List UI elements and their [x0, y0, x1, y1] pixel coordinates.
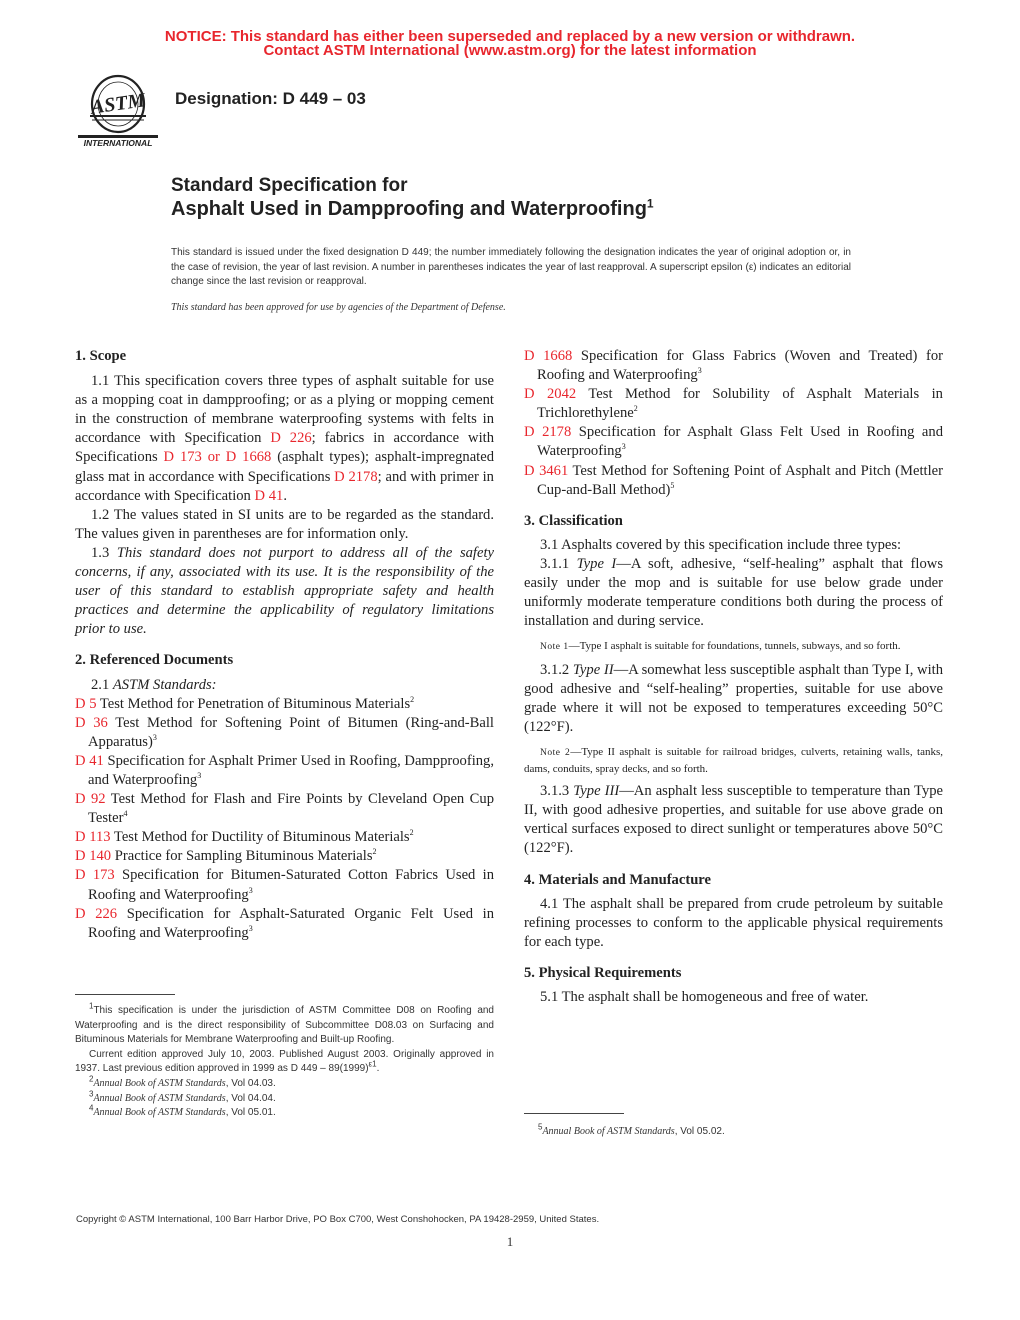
reference-list-right: [524, 347, 943, 500]
ref-link-d41[interactable]: D 41: [254, 487, 284, 504]
ref-code[interactable]: D 140: [75, 848, 112, 865]
ref-link-d226[interactable]: D 226: [270, 430, 312, 447]
reference-item: D 2178 Specification for Asphalt Glass Felt Used in Roofing and Waterproofing$^3$: [524, 424, 943, 460]
ref-code[interactable]: D 3461: [524, 462, 569, 479]
reference-list-left: [75, 695, 494, 943]
reference-item: D 41 Specification for Asphalt Primer Used in Roofing, Dampproofing, and Waterproofing$^3$: [75, 752, 494, 788]
astm-logo-mark: [76, 72, 160, 150]
svg-text:INTERNATIONAL: INTERNATIONAL: [83, 138, 153, 148]
ref-code[interactable]: D 1668: [524, 348, 573, 364]
reference-item: D 2042 Test Method for Solubility of Asphalt Materials in Trichlorethylene$^2$: [524, 386, 943, 422]
page-number: 1: [506, 1234, 514, 1249]
title-line-1: Standard Specification for: [171, 175, 408, 196]
footnote-3: $^3$Annual Book of ASTM Standards, Vol 04.04.: [89, 1089, 276, 1104]
ref-code[interactable]: D 113: [75, 829, 111, 846]
classification-heading: 3. Classification: [524, 512, 623, 529]
note-2: Note 2—Type II asphalt is suitable for railroad bridges, culverts, retaining walls, tanks, dams, conduits, spray decks, and so forth.: [524, 746, 944, 775]
title-line-2: Asphalt Used in Dampproofing and Waterproofing$^1$: [171, 196, 654, 220]
refdocs-heading: 2. Referenced Documents: [75, 652, 234, 669]
ref-code[interactable]: D 5: [75, 695, 97, 712]
footnote-2: $^2$Annual Book of ASTM Standards, Vol 04.03.: [89, 1074, 276, 1089]
ref-code[interactable]: D 226: [75, 905, 118, 922]
ref-code[interactable]: D 2178: [524, 424, 572, 441]
footnote-5: $^5$Annual Book of ASTM Standards, Vol 05.02.: [538, 1122, 725, 1137]
reference-item: D 173 Specification for Bitumen-Saturated Cotton Fabrics Used in Roofing and Waterproofing$^3$: [75, 867, 494, 903]
copyright-line: Copyright © ASTM International, 100 Barr Harbor Drive, PO Box C700, West Conshohocken, PA 19428-2959, United States.: [76, 1214, 600, 1225]
ref-code[interactable]: D 2042: [524, 386, 577, 403]
paragraph-4-1: 4.1 The asphalt shall be prepared from crude petroleum by suitable refining processes to conform to the applicable physical requirements for each type.: [524, 895, 943, 950]
ref-link-d173-d1668[interactable]: D 173 or D 1668: [163, 449, 272, 466]
approved-statement: This standard has been approved for use by agencies of the Department of Defense.: [171, 302, 506, 313]
paragraph-1-1: 1.1 This specification covers three types of asphalt suitable for use as a mopping coat in dampproofing; or as a plying or mopping cement in the construction of membrane waterproofing systems with felts in accordance with Specification D 226; fabrics in accordance with Specifications D 173 or D 1668 (asphalt types); asphalt-impregnated glass mat in accordance with Specifications D 2178; and with primer in accordance with Specification D 41.: [75, 373, 494, 504]
ref-code[interactable]: D 173: [75, 867, 115, 884]
astm-logo: [76, 72, 160, 150]
paragraph-5-1: 5.1 The asphalt shall be homogeneous and free of water.: [540, 989, 869, 1006]
footnote-1: $^1$This specification is under the jurisdiction of ASTM Committee D08 on Roofing and Waterproofing and is the direct responsibility of Subcommittee D08.03 on Surfacing and Bituminous Materials for Membrane Waterproofing and Built-up Roofing.: [75, 1001, 494, 1046]
footnotes-right: [524, 1122, 943, 1140]
paragraph-2-1: 2.1 ASTM Standards:: [91, 676, 217, 693]
footnotes-left: [75, 1001, 494, 1121]
scope-heading: 1. Scope: [75, 348, 127, 364]
ref-code[interactable]: D 92: [75, 791, 106, 808]
footnote-rule-left: [75, 994, 175, 995]
notice-line-2: Contact ASTM International (www.astm.org) for the latest information: [263, 42, 757, 59]
ref-code[interactable]: D 36: [75, 714, 108, 731]
reference-item: D 92 Test Method for Flash and Fire Points by Cleveland Open Cup Tester$^4$: [75, 791, 494, 827]
paragraph-3-1: 3.1 Asphalts covered by this specification include three types:: [540, 536, 902, 553]
footnote-1-edition: Current edition approved July 10, 2003. Published August 2003. Originally approved in 1937. Last previous edition approved in 1999 as D $449 - 89(1999)^{\varepsilon 1}$.: [75, 1048, 494, 1075]
intro-paragraph: This standard is issued under the fixed designation D 449; the number immediately following the designation indicates the year of original adoption or, in the case of revision, the year of last revision. A number in parentheses indicates the year of last reapproval. A superscript epsilon (ε) indicates an editorial change since the last revision or reapproval.: [171, 247, 851, 288]
designation: Designation: D 449 – 03: [175, 89, 366, 108]
ref-link-d2178[interactable]: D 2178: [334, 468, 378, 485]
reference-item: D 3461 Test Method for Softening Point of Asphalt and Pitch (Mettler Cup-and-Ball Method)$^5$: [524, 462, 943, 498]
paragraph-1-3: 1.3 This standard does not purport to address all of the safety concerns, if any, associated with its use. It is the responsibility of the user of this standard to establish appropriate safety and health practices and determine the applicability of regulatory limitations prior to use.: [75, 544, 494, 638]
right-column: [524, 347, 943, 1007]
left-column: [75, 347, 494, 943]
reference-item: D 140 Practice for Sampling Bituminous Materials$^2$: [75, 847, 377, 865]
materials-heading: 4. Materials and Manufacture: [524, 871, 711, 888]
reference-item: D 1668 Specification for Glass Fabrics (Woven and Treated) for Roofing and Waterproofing$^3$: [524, 348, 943, 384]
notice-line-1: NOTICE: This standard has either been superseded and replaced by a new version or withdrawn.: [164, 28, 856, 45]
ref-code[interactable]: D 41: [75, 752, 104, 769]
footnote-rule-right: [524, 1113, 624, 1114]
physical-heading: 5. Physical Requirements: [524, 964, 682, 981]
title-footnote-mark: 1: [646, 196, 654, 211]
reference-item: D 113 Test Method for Ductility of Bituminous Materials$^2$: [75, 828, 414, 846]
paragraph-3-1-2: 3.1.2 Type II—A somewhat less susceptible asphalt than Type I, with good adhesive and “self-healing” properties, suitable for use above grade where it will not be exposed to temperatures exceeding 50°C (122°F).: [524, 661, 943, 736]
reference-item: D 226 Specification for Asphalt-Saturated Organic Felt Used in Roofing and Waterproofing$^3$: [75, 905, 494, 941]
svg-text:ASTM: ASTM: [89, 89, 147, 119]
paragraph-1-2: 1.2 The values stated in SI units are to be regarded as the standard. The values given in parentheses are for information only.: [75, 506, 494, 542]
reference-item: D 5 Test Method for Penetration of Bituminous Materials$^2$: [75, 694, 415, 712]
note-1: Note 1—Type I asphalt is suitable for foundations, tunnels, subways, and so forth.: [540, 640, 901, 653]
reference-item: D 36 Test Method for Softening Point of Bitumen (Ring-and-Ball Apparatus)$^3$: [75, 714, 494, 750]
paragraph-3-1-1: 3.1.1 Type I—A soft, adhesive, “self-healing” asphalt that flows easily under the mop and is suitable for use below grade under uniformly moderate temperature conditions both during the process of installation and during service.: [524, 555, 943, 630]
footnote-4: $^4$Annual Book of ASTM Standards, Vol 05.01.: [89, 1103, 276, 1119]
paragraph-3-1-3: 3.1.3 Type III—An asphalt less susceptible to temperature than Type II, with good adhesive properties, and suitable for use above grade on vertical surfaces exposed to direct sunlight or temperatures above 50°C (122°F).: [524, 783, 944, 857]
